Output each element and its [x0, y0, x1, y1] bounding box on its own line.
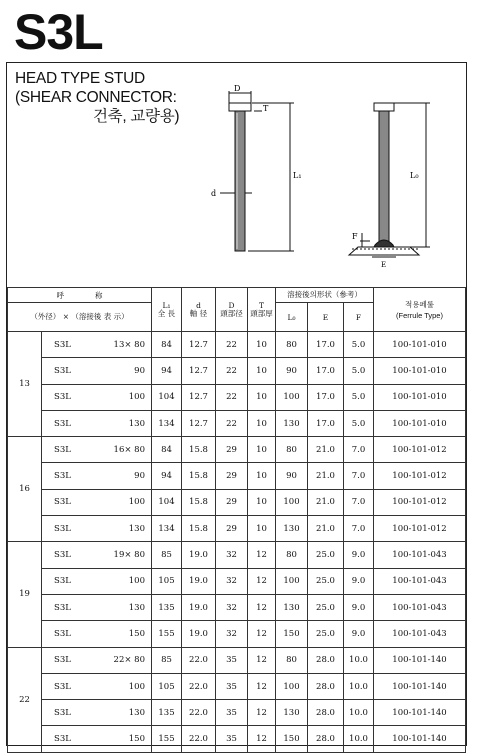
cell-t: 10 — [248, 489, 276, 515]
cell-t: 10 — [248, 332, 276, 358]
cell-e: 17.0 — [308, 384, 344, 410]
cell-d: 15.8 — [182, 463, 216, 489]
cell-l1: 85 — [152, 542, 182, 568]
model-code: S3L — [54, 418, 71, 429]
cell-f: 10.0 — [344, 700, 374, 726]
table-row — [8, 726, 466, 752]
stud-before-weld — [220, 91, 294, 251]
cell-d: 35 — [216, 647, 248, 673]
cell-e: 25.0 — [308, 568, 344, 594]
model-size: 100 — [128, 681, 145, 692]
spec-table — [7, 287, 466, 753]
heading-line-1: HEAD TYPE STUD — [15, 70, 145, 87]
cell-ferrule: 100-101-010 — [374, 410, 466, 436]
model-size: 90 — [134, 365, 145, 376]
cell-d: 32 — [216, 594, 248, 620]
cell-ferrule: 100-101-010 — [374, 384, 466, 410]
model-code: S3L — [54, 550, 71, 561]
cell-ferrule: 100-101-043 — [374, 542, 466, 568]
label-L1: L₁ — [293, 171, 302, 180]
cell-l0: 130 — [276, 700, 308, 726]
header-D: D 頭部径 — [216, 288, 248, 332]
header-T: T 頭部厚 — [248, 288, 276, 332]
model-cell — [42, 384, 152, 410]
cell-l0: 90 — [276, 358, 308, 384]
cell-f: 7.0 — [344, 463, 374, 489]
stud-diagram — [182, 83, 452, 283]
cell-l0: 130 — [276, 516, 308, 542]
cell-t: 12 — [248, 726, 276, 752]
cell-e: 21.0 — [308, 489, 344, 515]
model-code: S3L — [54, 602, 71, 613]
cell-l1: 84 — [152, 437, 182, 463]
cell-d: 12.7 — [182, 384, 216, 410]
model-size: 130 — [128, 602, 145, 613]
cell-l0: 100 — [276, 489, 308, 515]
cell-t: 10 — [248, 410, 276, 436]
cell-f: 7.0 — [344, 437, 374, 463]
model-size: 22× 80 — [113, 655, 145, 666]
cell-f: 7.0 — [344, 516, 374, 542]
cell-d: 29 — [216, 463, 248, 489]
model-cell — [42, 516, 152, 542]
table-row — [8, 516, 466, 542]
table-row — [8, 358, 466, 384]
header-e: E — [308, 303, 344, 332]
cell-ferrule: 100-101-043 — [374, 568, 466, 594]
model-cell — [42, 621, 152, 647]
spec-frame — [6, 62, 467, 746]
cell-t: 10 — [248, 437, 276, 463]
cell-ferrule: 100-101-043 — [374, 621, 466, 647]
cell-d: 35 — [216, 700, 248, 726]
cell-l1: 155 — [152, 621, 182, 647]
cell-l1: 104 — [152, 489, 182, 515]
cell-ferrule: 100-101-140 — [374, 726, 466, 752]
cell-f: 9.0 — [344, 542, 374, 568]
cell-e: 25.0 — [308, 621, 344, 647]
cell-d: 19.0 — [182, 621, 216, 647]
cell-ferrule: 100-101-043 — [374, 594, 466, 620]
table-row — [8, 673, 466, 699]
cell-f: 10.0 — [344, 647, 374, 673]
table-row — [8, 621, 466, 647]
cell-t: 10 — [248, 384, 276, 410]
cell-d: 12.7 — [182, 332, 216, 358]
cell-t: 10 — [248, 358, 276, 384]
cell-f: 9.0 — [344, 621, 374, 647]
model-code: S3L — [54, 655, 71, 666]
model-code: S3L — [54, 365, 71, 376]
cell-d: 29 — [216, 437, 248, 463]
cell-d: 22 — [216, 332, 248, 358]
model-code: S3L — [54, 471, 71, 482]
model-code: S3L — [54, 523, 71, 534]
model-cell — [42, 463, 152, 489]
model-code: S3L — [54, 497, 71, 508]
table-row — [8, 568, 466, 594]
table-row — [8, 332, 466, 358]
model-cell — [42, 542, 152, 568]
model-code: S3L — [54, 392, 71, 403]
cell-d: 35 — [216, 726, 248, 752]
cell-l1: 155 — [152, 726, 182, 752]
label-D: D — [234, 84, 241, 93]
model-cell — [42, 437, 152, 463]
cell-l1: 134 — [152, 410, 182, 436]
cell-l1: 104 — [152, 384, 182, 410]
group-diameter: 16 — [8, 437, 42, 542]
cell-e: 17.0 — [308, 410, 344, 436]
table-row — [8, 700, 466, 726]
cell-l0: 150 — [276, 621, 308, 647]
cell-e: 28.0 — [308, 726, 344, 752]
model-cell — [42, 726, 152, 752]
cell-e: 25.0 — [308, 594, 344, 620]
header-l1: L₁ 全 長 — [152, 288, 182, 332]
cell-ferrule: 100-101-010 — [374, 332, 466, 358]
cell-d: 12.7 — [182, 358, 216, 384]
cell-l1: 85 — [152, 647, 182, 673]
cell-l1: 94 — [152, 358, 182, 384]
cell-d: 22 — [216, 358, 248, 384]
model-size: 150 — [128, 628, 145, 639]
model-cell — [42, 647, 152, 673]
spec-table-body — [8, 332, 466, 753]
cell-d: 22.0 — [182, 647, 216, 673]
header-d: d 軸 径 — [182, 288, 216, 332]
cell-l0: 100 — [276, 673, 308, 699]
cell-d: 32 — [216, 621, 248, 647]
cell-d: 19.0 — [182, 594, 216, 620]
model-code: S3L — [54, 339, 71, 350]
label-d: d — [211, 189, 217, 198]
model-cell — [42, 673, 152, 699]
cell-t: 12 — [248, 568, 276, 594]
table-row — [8, 489, 466, 515]
table-row — [8, 410, 466, 436]
cell-ferrule: 100-101-012 — [374, 463, 466, 489]
cell-ferrule: 100-101-140 — [374, 700, 466, 726]
cell-d: 15.8 — [182, 489, 216, 515]
header-f: F — [344, 303, 374, 332]
cell-t: 12 — [248, 594, 276, 620]
cell-t: 12 — [248, 647, 276, 673]
cell-l1: 94 — [152, 463, 182, 489]
cell-t: 12 — [248, 673, 276, 699]
cell-d: 22.0 — [182, 700, 216, 726]
cell-t: 10 — [248, 516, 276, 542]
group-diameter: 22 — [8, 647, 42, 752]
cell-t: 12 — [248, 621, 276, 647]
cell-t: 12 — [248, 700, 276, 726]
cell-d: 35 — [216, 673, 248, 699]
model-size: 130 — [128, 523, 145, 534]
cell-e: 17.0 — [308, 358, 344, 384]
cell-e: 28.0 — [308, 700, 344, 726]
model-size: 130 — [128, 418, 145, 429]
cell-e: 17.0 — [308, 332, 344, 358]
model-cell — [42, 568, 152, 594]
table-row — [8, 542, 466, 568]
stud-after-weld — [349, 103, 430, 257]
label-E: E — [381, 261, 387, 269]
cell-l1: 105 — [152, 673, 182, 699]
label-T: T — [263, 104, 269, 113]
cell-d: 15.8 — [182, 516, 216, 542]
model-code: S3L — [54, 628, 71, 639]
cell-d: 19.0 — [182, 542, 216, 568]
cell-e: 28.0 — [308, 673, 344, 699]
cell-l0: 90 — [276, 463, 308, 489]
model-code: S3L — [54, 734, 71, 745]
cell-ferrule: 100-101-012 — [374, 437, 466, 463]
cell-l1: 134 — [152, 516, 182, 542]
table-row — [8, 647, 466, 673]
cell-ferrule: 100-101-012 — [374, 516, 466, 542]
model-size: 150 — [128, 734, 145, 745]
cell-l0: 80 — [276, 542, 308, 568]
table-row — [8, 384, 466, 410]
cell-d: 32 — [216, 542, 248, 568]
cell-f: 10.0 — [344, 726, 374, 752]
model-cell — [42, 700, 152, 726]
model-code: S3L — [54, 576, 71, 587]
cell-ferrule: 100-101-140 — [374, 647, 466, 673]
header-l0: L₀ — [276, 303, 308, 332]
cell-t: 12 — [248, 542, 276, 568]
model-size: 100 — [128, 497, 145, 508]
cell-d: 22.0 — [182, 726, 216, 752]
model-cell — [42, 489, 152, 515]
cell-f: 5.0 — [344, 358, 374, 384]
cell-l0: 80 — [276, 647, 308, 673]
cell-ferrule: 100-101-012 — [374, 489, 466, 515]
cell-f: 5.0 — [344, 410, 374, 436]
model-size: 13× 80 — [113, 339, 145, 350]
cell-e: 21.0 — [308, 437, 344, 463]
model-size: 16× 80 — [113, 444, 145, 455]
cell-f: 9.0 — [344, 594, 374, 620]
group-diameter: 19 — [8, 542, 42, 647]
table-row — [8, 594, 466, 620]
header-ferrule: 적용페룰 (Ferrule Type) — [374, 288, 466, 332]
model-size: 19× 80 — [113, 550, 145, 561]
cell-l1: 135 — [152, 700, 182, 726]
cell-ferrule: 100-101-140 — [374, 673, 466, 699]
model-cell — [42, 332, 152, 358]
cell-f: 7.0 — [344, 489, 374, 515]
cell-d: 22 — [216, 410, 248, 436]
model-size: 130 — [128, 707, 145, 718]
cell-l0: 100 — [276, 384, 308, 410]
cell-d: 22.0 — [182, 673, 216, 699]
cell-f: 5.0 — [344, 332, 374, 358]
cell-l0: 80 — [276, 437, 308, 463]
cell-l0: 100 — [276, 568, 308, 594]
model-size: 90 — [134, 471, 145, 482]
cell-d: 15.8 — [182, 437, 216, 463]
model-cell — [42, 594, 152, 620]
heading-line-2: (SHEAR CONNECTOR: — [15, 89, 177, 106]
cell-d: 22 — [216, 384, 248, 410]
cell-l0: 80 — [276, 332, 308, 358]
cell-e: 28.0 — [308, 647, 344, 673]
page-title: S3L — [14, 4, 103, 60]
cell-l1: 105 — [152, 568, 182, 594]
cell-t: 10 — [248, 463, 276, 489]
model-cell — [42, 410, 152, 436]
cell-e: 21.0 — [308, 463, 344, 489]
cell-f: 9.0 — [344, 568, 374, 594]
cell-f: 10.0 — [344, 673, 374, 699]
cell-d: 32 — [216, 568, 248, 594]
model-size: 100 — [128, 576, 145, 587]
header-nominal: 呼 称 — [8, 288, 152, 303]
cell-e: 21.0 — [308, 516, 344, 542]
header-outer-after: （外径） × （溶接後 表 示） — [8, 303, 152, 332]
cell-d: 29 — [216, 516, 248, 542]
model-code: S3L — [54, 707, 71, 718]
label-L0: L₀ — [410, 171, 419, 180]
cell-l0: 150 — [276, 726, 308, 752]
model-cell — [42, 358, 152, 384]
cell-e: 25.0 — [308, 542, 344, 568]
label-F: F — [352, 232, 358, 241]
cell-d: 12.7 — [182, 410, 216, 436]
heading-line-3: 건축, 교량용) — [93, 108, 180, 125]
cell-l1: 135 — [152, 594, 182, 620]
table-row — [8, 463, 466, 489]
model-size: 100 — [128, 392, 145, 403]
cell-l0: 130 — [276, 410, 308, 436]
header-weld-shape: 溶接後의形状（參考） — [276, 288, 374, 303]
table-row — [8, 437, 466, 463]
model-code: S3L — [54, 681, 71, 692]
model-code: S3L — [54, 444, 71, 455]
group-diameter: 13 — [8, 332, 42, 437]
cell-l1: 84 — [152, 332, 182, 358]
cell-l0: 130 — [276, 594, 308, 620]
cell-f: 5.0 — [344, 384, 374, 410]
cell-d: 19.0 — [182, 568, 216, 594]
cell-ferrule: 100-101-010 — [374, 358, 466, 384]
cell-d: 29 — [216, 489, 248, 515]
product-heading — [15, 69, 179, 126]
